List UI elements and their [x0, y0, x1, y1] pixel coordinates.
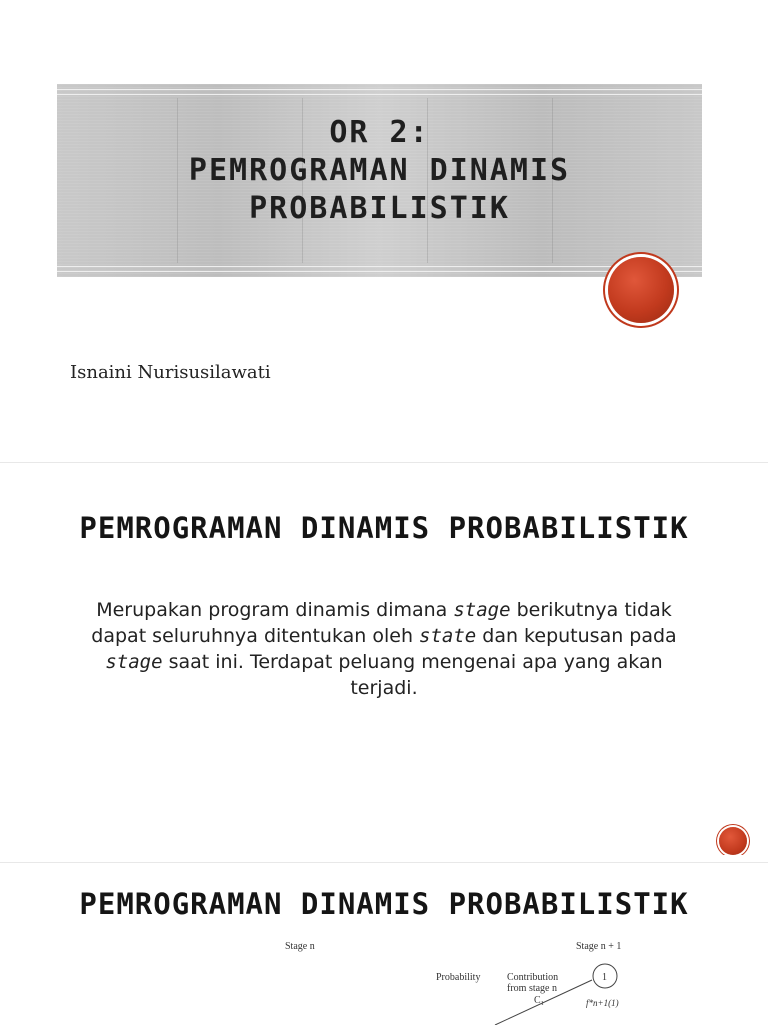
title-frame: [57, 84, 702, 277]
decorative-orb-icon: [608, 257, 674, 323]
decorative-orb-icon: [719, 827, 747, 855]
definition-part: dan keputusan pada: [476, 625, 677, 647]
definition-part: saat ini. Terdapat peluang mengenai apa yang akan terjadi.: [162, 651, 663, 699]
stage-n1-label: Stage n + 1: [576, 941, 622, 952]
slide-heading: PEMROGRAMAN DINAMIS PROBABILISTIK: [79, 887, 689, 921]
contribution-label-2: from stage n: [507, 983, 557, 994]
definition-part: berikutnya tidak dapat seluruhnya ditentukan oleh: [91, 599, 672, 647]
definition-slide: [0, 462, 768, 855]
state-node-label: 1: [602, 972, 607, 983]
title-slide: [0, 0, 768, 456]
presentation-title: [57, 114, 702, 228]
term-stage: stage: [105, 651, 163, 673]
author-name: Isnaini Nurisusilawati: [70, 362, 271, 383]
title-line-2: PEMROGRAMAN DINAMIS: [188, 153, 571, 188]
title-line-1: OR 2:: [329, 115, 430, 150]
stage-n-label: Stage n: [285, 941, 315, 952]
probability-label: Probability: [436, 972, 481, 983]
value-function-label: f*n+1(1): [586, 998, 619, 1008]
term-state: state: [419, 625, 477, 647]
term-stage: stage: [453, 599, 511, 621]
slide-heading: PEMROGRAMAN DINAMIS PROBABILISTIK: [79, 511, 689, 545]
definition-part: Merupakan program dinamis dimana: [96, 599, 454, 621]
cost-label: C₁: [534, 995, 545, 1006]
stage-diagram: [0, 933, 768, 1025]
diagram-slide: [0, 862, 768, 1025]
title-line-3: PROBABILISTIK: [249, 191, 510, 226]
definition-text: [70, 597, 698, 701]
contribution-label-1: Contribution: [507, 972, 559, 983]
